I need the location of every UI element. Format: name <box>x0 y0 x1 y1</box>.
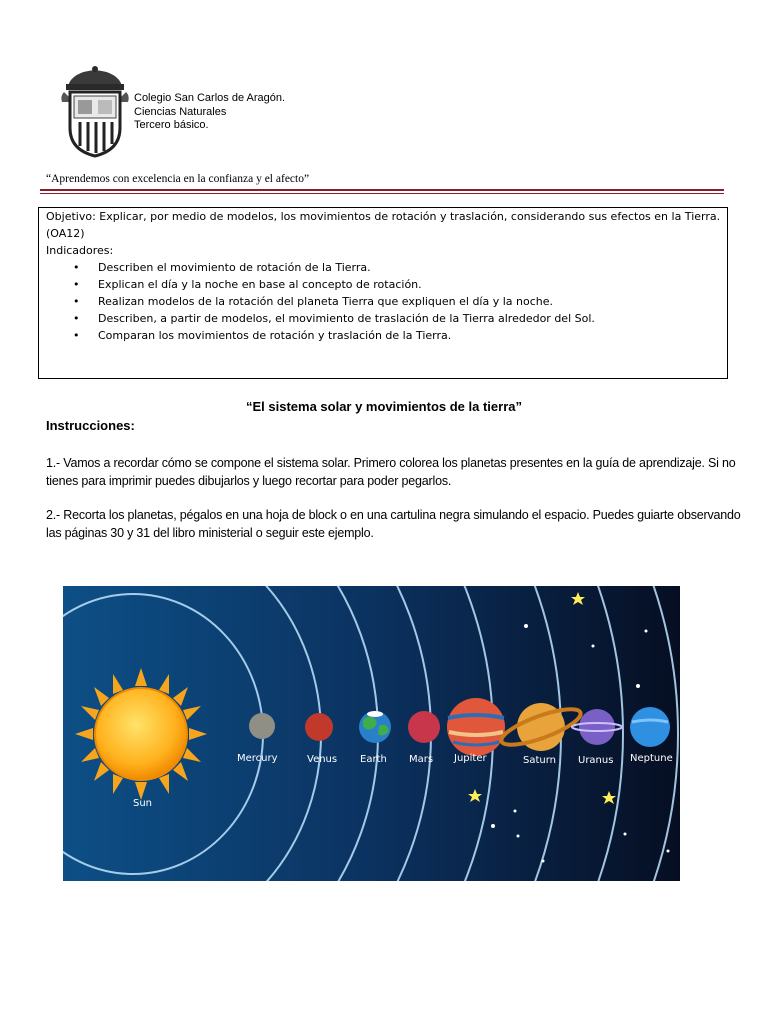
bullet-icon: • <box>73 278 80 291</box>
neptune-icon <box>630 707 670 747</box>
planet-label-venus: Venus <box>307 754 338 765</box>
motto: “Aprendemos con excelencia en la confianza y el afecto” <box>46 173 310 185</box>
planet-label-jupiter: Jupiter <box>454 753 487 764</box>
planet-label-neptune: Neptune <box>630 753 673 764</box>
page-title: “El sistema solar y movimientos de la tierra” <box>245 399 522 414</box>
indicator-list <box>46 259 721 344</box>
solar-system-illustration <box>63 586 680 881</box>
school-crest-logo <box>58 66 132 158</box>
objective-text: Objetivo: Explicar, por medio de modelos, los movimientos de rotación y traslación, considerando sus efectos en la Tierra. (OA12) <box>46 210 721 240</box>
divider <box>40 193 724 194</box>
mars-icon <box>408 711 440 743</box>
sun-label: Sun <box>133 798 153 809</box>
indicator-text: Describen el movimiento de rotación de la Tierra. <box>98 261 371 274</box>
earth-icon <box>359 711 391 743</box>
sun-icon <box>75 668 207 800</box>
planet-label-earth: Earth <box>360 754 387 765</box>
venus-icon <box>305 713 333 741</box>
subject: Ciencias Naturales <box>134 105 227 118</box>
objective-box <box>38 207 728 379</box>
list-item <box>73 276 721 293</box>
bullet-icon: • <box>73 261 80 274</box>
list-item <box>73 293 721 310</box>
indicator-text: Explican el día y la noche en base al concepto de rotación. <box>98 278 422 291</box>
instruction-step-1: 1.- Vamos a recordar cómo se compone el sistema solar. Primero colorea los planetas presentes en la guía de aprendizaje. Si no tienes para imprimir puedes dibujarlos y luego recortar para poder pegarlos. <box>46 456 736 488</box>
indicator-text: Comparan los movimientos de rotación y traslación de la Tierra. <box>98 329 452 342</box>
bullet-icon: • <box>73 329 80 342</box>
indicators-label: Indicadores: <box>46 244 114 257</box>
grade: Tercero básico. <box>134 119 209 131</box>
bullet-icon: • <box>73 312 80 325</box>
school-name: Colegio San Carlos de Aragón. <box>134 92 286 104</box>
instructions-heading: Instrucciones: <box>46 418 135 433</box>
list-item <box>73 310 721 327</box>
planet-label-mars: Mars <box>409 754 434 765</box>
jupiter-icon <box>447 698 505 756</box>
list-item <box>73 259 721 276</box>
planet-label-mercury: Mercury <box>237 753 278 764</box>
indicator-text: Realizan modelos de la rotación del planeta Tierra que expliquen el día y la noche. <box>98 295 554 308</box>
list-item <box>73 327 721 344</box>
school-info <box>134 92 285 133</box>
instruction-step-2: 2.- Recorta los planetas, pégalos en una hoja de block o en una cartulina negra simulando el espacio. Puedes guiarte observando las páginas 30 y 31 del libro ministerial o seguir este ejemplo. <box>46 508 741 540</box>
divider <box>40 189 724 191</box>
bullet-icon: • <box>73 295 80 308</box>
planet-label-saturn: Saturn <box>523 755 557 766</box>
indicator-text: Describen, a partir de modelos, el movimiento de traslación de la Tierra alrededor del Sol. <box>98 312 595 325</box>
mercury-icon <box>249 713 275 739</box>
planet-label-uranus: Uranus <box>578 755 614 766</box>
